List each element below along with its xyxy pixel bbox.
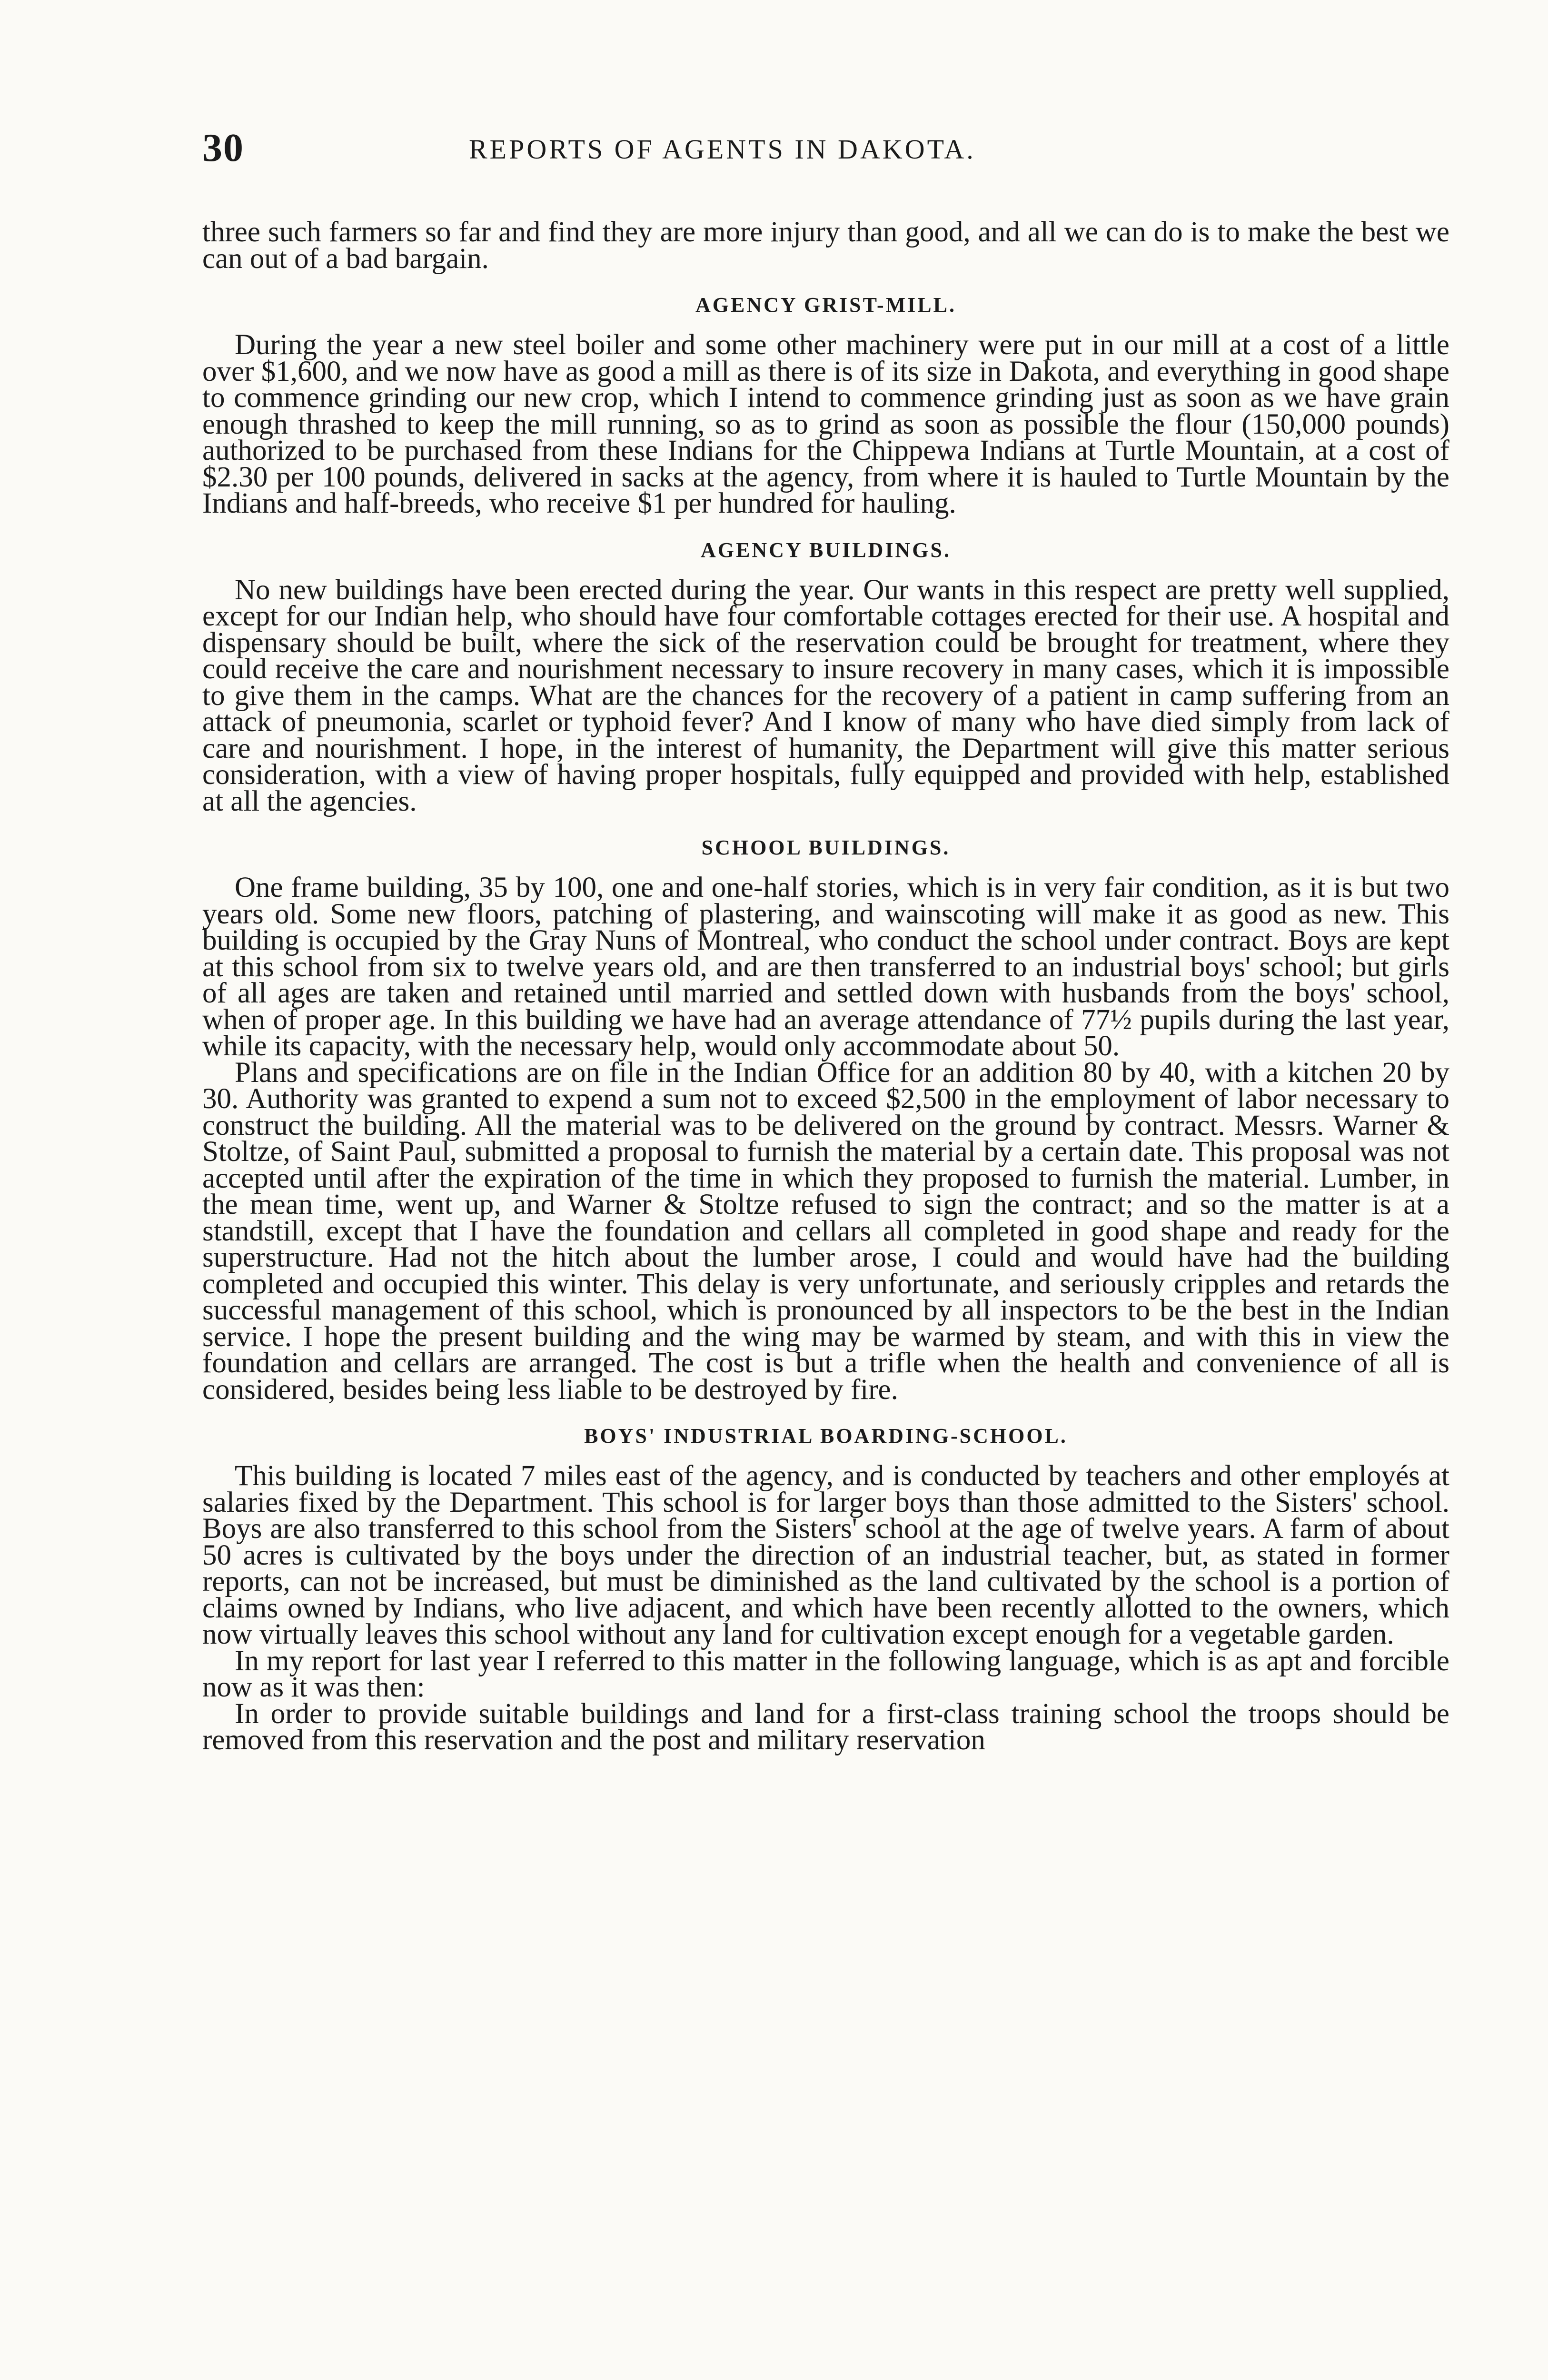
report-body	[202, 216, 1449, 1756]
paragraph-plans-specifications: Plans and specifications are on file in the Indian Office for an addition 80 by 40, with a kitchen 20 by 30. Authority was granted to expend a sum not to exceed $2,500 in the employment of labor necessary to construct the building. All the material was to be delivered on the ground by contract. Messrs. Warner & Stoltze, of Saint Paul, submitted a proposal to furnish the material by a certain date. This proposal was not accepted until after the expiration of the time in which they proposed to furnish the material. Lumber, in the mean time, went up, and Warner & Stoltze refused to sign the contract; and so the matter is at a standstill, except that I have the foundation and cellars all completed in good shape and ready for the superstructure. Had not the hitch about the lumber arose, I could and would have had the building completed and occupied this winter. This delay is very unfortunate, and seriously cripples and retards the successful management of this school, which is pronounced by all inspectors to be the best in the Indian service. I hope the present building and the wing may be warmed by steam, and with this in view the foundation and cellars are arranged. The cost is but a trifle when the health and convenience of all is considered, besides being less liable to be destroyed by fire.	[202, 1056, 1449, 1406]
paragraph-agency-buildings: No new buildings have been erected during the year. Our wants in this respect are pretty well supplied, except for our Indian help, who should have four comfortable cottages erected for their use. A hospital and dispensary should be built, where the sick of the reservation could be brought for treatment, where they could receive the care and nourishment necessary to insure recovery in many cases, which it is impossible to give them in the camps. What are the chances for the recovery of a patient in camp suffering from an attack of pneumonia, scarlet or typhoid fever? And I know of many who have died simply from lack of care and nourishment. I hope, in the interest of humanity, the Department will give this matter serious consideration, with a view of having proper hospitals, fully equipped and provided with help, established at all the agencies.	[202, 574, 1449, 817]
paragraph-school-buildings: One frame building, 35 by 100, one and one-half stories, which is in very fair condition, as it is but two years old. Some new floors, patching of plastering, and wainscoting will make it as good as new. This building is occupied by the Gray Nuns of Montreal, who conduct the school under contract. Boys are kept at this school from six to twelve years old, and are then transferred to an industrial boys' school; but girls of all ages are taken and retained until married and settled down with husbands from the boys' school, when of proper age. In this building we have had an average attendance of 77½ pupils during the last year, while its capacity, with the necessary help, would only accommodate about 50.	[202, 872, 1449, 1062]
section-heading-boys-industrial-school: BOYS' INDUSTRIAL BOARDING-SCHOOL.	[584, 1424, 1068, 1448]
paragraph-boys-industrial-school: This building is located 7 miles east of the agency, and is conducted by teachers and other employés at salaries fixed by the Department. This school is for larger boys than those admitted to the Sisters' school. Boys are also transferred to this school from the Sisters' school at the age of twelve years. A farm of about 50 acres is cultivated by the boys under the direction of an industrial teacher, but, as stated in former reports, can not be increased, but must be diminished as the land cultivated by the school is a portion of claims owned by Indians, who live adjacent, and which have been recently allotted to the owners, which now virtually leaves this school without any land for cultivation except enough for a vegetable garden.	[202, 1460, 1449, 1650]
section-heading-school-buildings: SCHOOL BUILDINGS.	[701, 836, 951, 859]
page-header	[202, 125, 1449, 177]
paragraph-quoted-report: In order to provide suitable buildings and land for a first-class training school the troops should be removed from this reservation and the post and military reservation	[202, 1697, 1449, 1756]
paragraph-grist-mill: During the year a new steel boiler and some other machinery were put in our mill at a cost of a little over $1,600, and we now have as good a mill as there is of its size in Dakota, and everything in good shape to commence grinding our new crop, which I intend to commence grinding just as soon as we have grain enough thrashed to keep the mill running, so as to grind as soon as possible the flour (150,000 pounds) authorized to be purchased from these Indians for the Chippewa Indians at Turtle Mountain, at a cost of $2.30 per 100 pounds, delivered in sacks at the agency, from where it is hauled to Turtle Mountain by the Indians and half-breeds, who receive $1 per hundred for hauling.	[202, 329, 1449, 519]
paragraph-continued: three such farmers so far and find they are more injury than good, and all we can do is to make the best we can out of a bad bargain.	[202, 216, 1449, 275]
section-heading-grist-mill: AGENCY GRIST-MILL.	[695, 293, 956, 317]
page-number: 30	[202, 126, 244, 170]
running-head: REPORTS OF AGENTS IN DAKOTA.	[469, 134, 976, 165]
section-heading-agency-buildings: AGENCY BUILDINGS.	[700, 538, 951, 562]
paragraph-last-year-report: In my report for last year I referred to this matter in the following language, which is as apt and forcible now as it was then:	[202, 1645, 1449, 1703]
